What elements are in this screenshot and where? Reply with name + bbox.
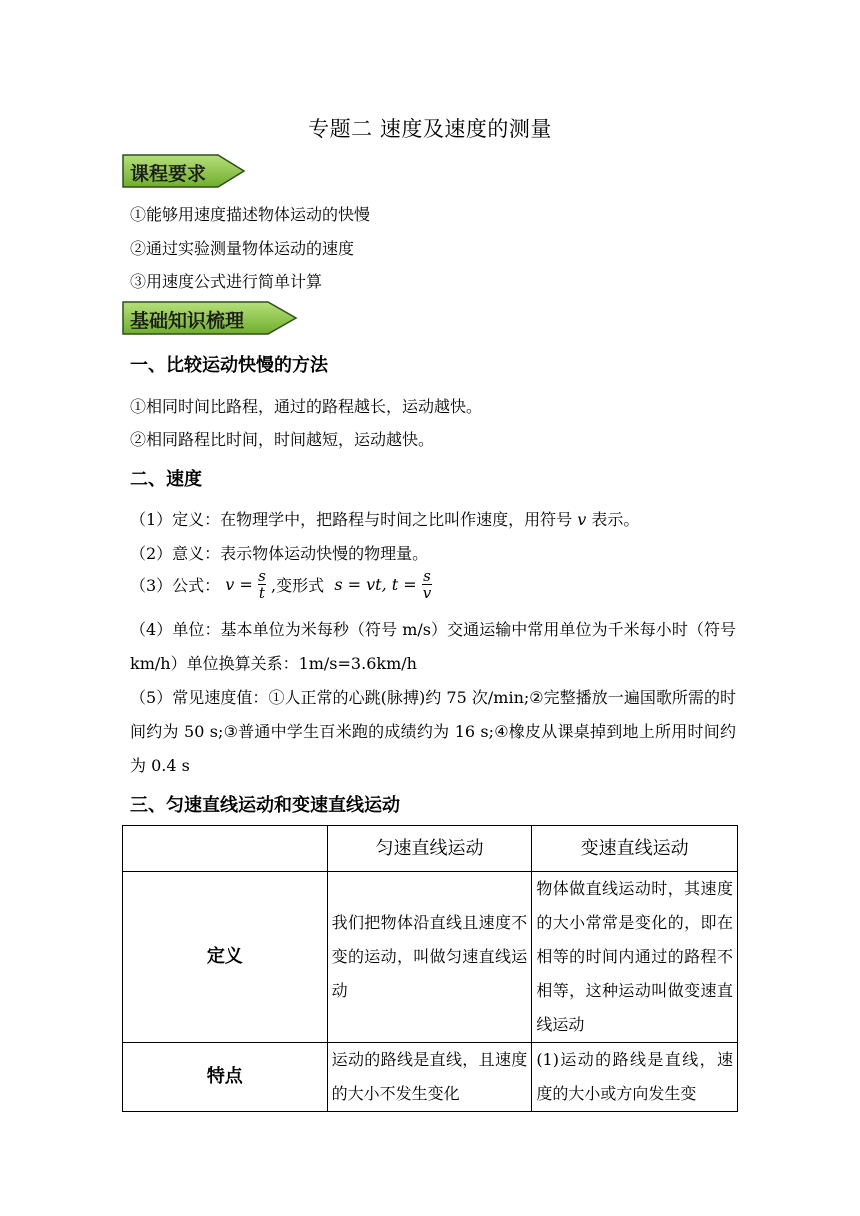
formula-equals: = [239, 575, 253, 594]
formula-variant-label: ,变形式 [271, 576, 325, 595]
fraction-s-over-t [258, 568, 266, 601]
numerator: s [423, 567, 431, 585]
speed-symbol: v [577, 510, 587, 529]
row-label: 特点 [123, 1043, 328, 1112]
comparison-table [122, 825, 738, 1112]
method-line: ②相同路程比时间，时间越短，运动越快。 [130, 430, 435, 449]
meaning-line: （2）意义：表示物体运动快慢的物理量。 [130, 544, 429, 563]
section-heading: 三、匀速直线运动和变速直线运动 [130, 795, 400, 816]
table-header-cell: 变速直线运动 [532, 826, 738, 872]
table-row [123, 872, 738, 1043]
formula-line [130, 568, 730, 612]
section-heading: 一、比较运动快慢的方法 [130, 355, 328, 376]
definition-text: （1）定义：在物理学中，把路程与时间之比叫作速度，用符号 [130, 510, 573, 529]
requirement-item: ③用速度公式进行简单计算 [130, 272, 323, 291]
section-heading: 二、速度 [130, 469, 202, 490]
denominator: t [258, 584, 265, 602]
table-header-row [123, 826, 738, 872]
table-row [123, 1043, 738, 1112]
requirement-item: ②通过实验测量物体运动的速度 [130, 239, 355, 258]
banner-label: 基础知识梳理 [130, 310, 245, 332]
table-cell: 物体做直线运动时，其速度的大小常常是变化的，即在相等的时间内通过的路程不相等，这种运动叫做变速直线运动 [532, 872, 738, 1043]
table-cell: 我们把物体沿直线且速度不变的运动，叫做匀速直线运动 [327, 872, 532, 1043]
row-label: 定义 [123, 872, 328, 1043]
definition-text-end: 表示。 [591, 510, 640, 529]
unit-paragraph: （4）单位：基本单位为米每秒（符号 m/s）交通运输中常用单位为千米每小时（符号 km/h）单位换算关系：1m/s=3.6km/h [130, 620, 736, 673]
course-requirements-banner [122, 154, 246, 188]
page-title: 专题二 速度及速度的测量 [308, 117, 552, 141]
definition-line [130, 507, 639, 530]
common-speed-paragraph: （5）常见速度值：①人正常的心跳(脉搏)约 75 次/min;②完整播放一遍国歌所需的时间约为 50 s;③普通中学生百米跑的成绩约为 16 s;④橡皮从课桌掉到地上所用时间约为 0.4 s [130, 688, 736, 775]
numerator: s [258, 567, 266, 585]
denominator: v [422, 584, 432, 602]
method-line: ①相同时间比路程，通过的路程越长，运动越快。 [130, 397, 483, 416]
table-cell: 运动的路线是直线，且速度的大小不发生变化 [327, 1043, 532, 1112]
fraction-s-over-v [422, 568, 432, 601]
formula-label: （3）公式： [130, 576, 221, 595]
basic-knowledge-banner [122, 301, 298, 335]
formula-v: v [225, 575, 235, 594]
table-header-cell [123, 826, 328, 872]
table-cell: (1)运动的路线是直线，速度的大小或方向发生变 [532, 1043, 738, 1112]
formula-vt: = vt, t = [347, 575, 417, 594]
formula-s: s [334, 575, 343, 594]
requirement-item: ①能够用速度描述物体运动的快慢 [130, 205, 371, 224]
banner-label: 课程要求 [130, 163, 207, 185]
table-header-cell: 匀速直线运动 [327, 826, 532, 872]
